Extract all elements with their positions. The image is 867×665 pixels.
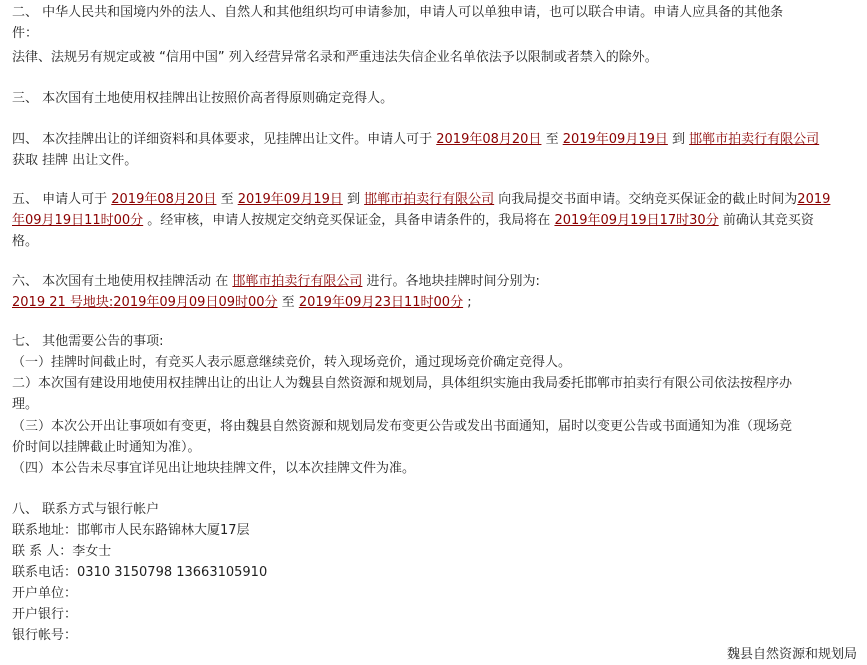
section-5-confirm-time-link[interactable]: 2019年09月19日17时30分 bbox=[554, 213, 719, 228]
section-5-line-2 bbox=[12, 210, 859, 231]
section-8-title: 八、 联系方式与银行帐户 bbox=[12, 502, 160, 517]
contact-phone: 联系电话：0310 3150798 13663105910 bbox=[12, 565, 268, 580]
section-5-line-1 bbox=[12, 189, 859, 210]
section-7-title: 七、 其他需要公告的事项: bbox=[12, 334, 164, 349]
section-3: 三、 本次国有土地使用权挂牌出让按照价高者得原则确定竞得人。 bbox=[12, 91, 394, 106]
section-4-line-1 bbox=[12, 129, 859, 150]
section-4-start-date-link[interactable]: 2019年08月20日 bbox=[436, 132, 542, 147]
section-4-line-2: 获取 挂牌 出让文件。 bbox=[12, 153, 138, 168]
section-6-end: ; bbox=[463, 295, 472, 310]
section-6-line-2 bbox=[12, 292, 859, 313]
account-unit: 开户单位： bbox=[12, 586, 78, 601]
section-5-start-date-link[interactable]: 2019年08月20日 bbox=[111, 192, 217, 207]
section-5-end-date-link[interactable]: 2019年09月19日 bbox=[237, 192, 343, 207]
section-7-item-3-line-2: 价时间以挂牌截止时通知为准）。 bbox=[12, 440, 201, 455]
section-5-text: 五、 申请人可于 bbox=[12, 192, 112, 207]
account-number: 银行帐号： bbox=[12, 628, 78, 643]
section-6-text-2: 进行。各地块挂牌时间分别为: bbox=[362, 274, 540, 289]
section-4-text: 四、 本次挂牌出让的详细资料和具体要求，见挂牌出让文件。申请人可于 bbox=[12, 132, 437, 147]
signature: 魏县自然资源和规划局 bbox=[726, 647, 857, 662]
section-7-item-3-line-1: （三）本次公开出让事项如有变更，将由魏县自然资源和规划局发布变更公告或发出书面通知，届时以变更公告或书面通知为准（现场竞 bbox=[12, 419, 793, 434]
section-2-line-2: 件： bbox=[12, 26, 39, 41]
section-5-deadline-text: 向我局提交书面申请。交纳竞买保证金的截止时间为 bbox=[494, 192, 798, 207]
section-7-item-4: （四）本公告未尽事宜详见出让地块挂牌文件，以本次挂牌文件为准。 bbox=[12, 461, 416, 476]
section-2-line-1: 二、 中华人民共和国境内外的法人、自然人和其他组织均可申请参加，申请人可以单独申请，也可以联合申请。申请人应具备的其他条 bbox=[12, 5, 784, 20]
section-4-end-date-link[interactable]: 2019年09月19日 bbox=[562, 132, 668, 147]
section-7-item-2-line-1: 二）本次国有建设用地使用权挂牌出让的出让人为魏县自然资源和规划局，具体组织实施由我局委托邯郸市拍卖行有限公司依法按程序办 bbox=[12, 376, 793, 391]
account-bank: 开户银行： bbox=[12, 607, 78, 622]
section-5-deadline-year-link[interactable]: 2019 bbox=[797, 192, 831, 207]
section-7-item-2-line-2: 理。 bbox=[12, 397, 39, 412]
section-4-at: 到 bbox=[667, 132, 690, 147]
section-6-to: 至 bbox=[277, 295, 299, 310]
section-5-at: 到 bbox=[342, 192, 365, 207]
contact-person: 联 系 人：李女士 bbox=[12, 544, 112, 559]
section-6-line-1 bbox=[12, 271, 859, 292]
section-6-text: 六、 本次国有土地使用权挂牌活动 在 bbox=[12, 274, 233, 289]
contact-address: 联系地址：邯郸市人民东路锦林大厦17层 bbox=[12, 523, 250, 538]
plot-start-time-link[interactable]: 2019年09月09日09时00分 bbox=[113, 295, 278, 310]
section-5-org-link[interactable]: 邯郸市拍卖行有限公司 bbox=[364, 192, 495, 207]
section-2-line-3: 法律、法规另有规定或被 “信用中国” 列入经营异常名录和严重违法失信企业名单依法予以限制或者禁入的除外。 bbox=[12, 50, 658, 65]
plot-label-link[interactable]: 2019 21 号地块: bbox=[12, 295, 114, 310]
section-7-item-1: （一）挂牌时间截止时，有竞买人表示愿意继续竞价，转入现场竞价，通过现场竞价确定竞得人。 bbox=[12, 355, 572, 370]
section-5-review-text: 。经审核，申请人按规定交纳竞买保证金，具备申请条件的，我局将在 bbox=[143, 213, 555, 228]
plot-end-time-link[interactable]: 2019年09月23日11时00分 bbox=[298, 295, 464, 310]
section-6-org-link[interactable]: 邯郸市拍卖行有限公司 bbox=[232, 274, 363, 289]
section-5-to: 至 bbox=[216, 192, 238, 207]
section-5-confirm-text: 前确认其竞买资 bbox=[718, 213, 814, 228]
section-5-line-3: 格。 bbox=[12, 234, 39, 249]
section-4-org-link[interactable]: 邯郸市拍卖行有限公司 bbox=[689, 132, 820, 147]
section-5-deadline-link[interactable]: 年09月19日11时00分 bbox=[12, 213, 144, 228]
section-4-to: 至 bbox=[541, 132, 563, 147]
